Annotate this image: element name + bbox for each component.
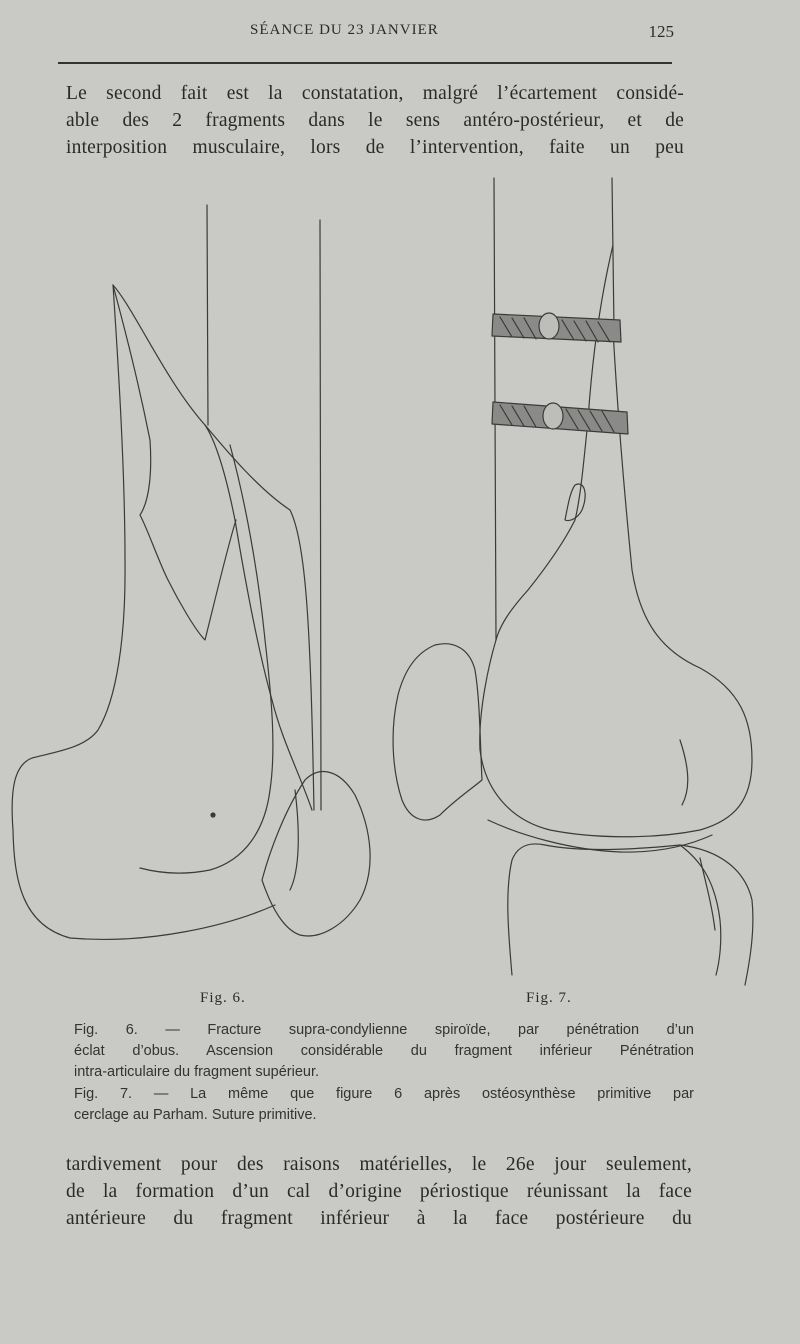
figure-7-label: Fig. 7. (526, 990, 572, 1006)
body-paragraph-top (66, 80, 684, 161)
text-line: able des 2 fragments dans le sens antéro-postérieur, et de (66, 110, 684, 131)
header-rule (58, 62, 672, 64)
figure-6-label: Fig. 6. (200, 990, 246, 1006)
figure-7-caption (74, 1084, 694, 1126)
text-line: antérieure du fragment inférieur à la face postérieure du (66, 1208, 692, 1229)
caption-line: Fig. 7. — La même que figure 6 après ostéosynthèse primitive par (74, 1086, 694, 1102)
text-line: interposition musculaire, lors de l’intervention, faite un peu (66, 137, 684, 158)
caption-line: éclat d’obus. Ascension considérable du fragment inférieur Pénétration (74, 1043, 694, 1059)
caption-line: intra-articulaire du fragment supérieur. (74, 1064, 320, 1080)
anatomical-illustrations (0, 170, 800, 990)
running-head: SÉANCE DU 23 JANVIER (250, 22, 439, 38)
page-number: 125 (648, 22, 674, 41)
text-line: tardivement pour des raisons matérielles, le 26e jour seulement, (66, 1154, 692, 1175)
text-line: de la formation d’un cal d’origine périostique réunissant la face (66, 1181, 692, 1202)
page-header (0, 22, 800, 44)
caption-line: Fig. 6. — Fracture supra-condylienne spiroïde, par pénétration d’un (74, 1022, 694, 1038)
figure-6-caption (74, 1020, 694, 1083)
text-line: Le second fait est la constatation, malgré l’écartement considé- (66, 83, 684, 104)
caption-line: cerclage au Parham. Suture primitive. (74, 1107, 317, 1123)
body-paragraph-bottom (66, 1151, 692, 1232)
fig6-drawing (12, 205, 370, 939)
fig7-drawing (393, 178, 753, 985)
